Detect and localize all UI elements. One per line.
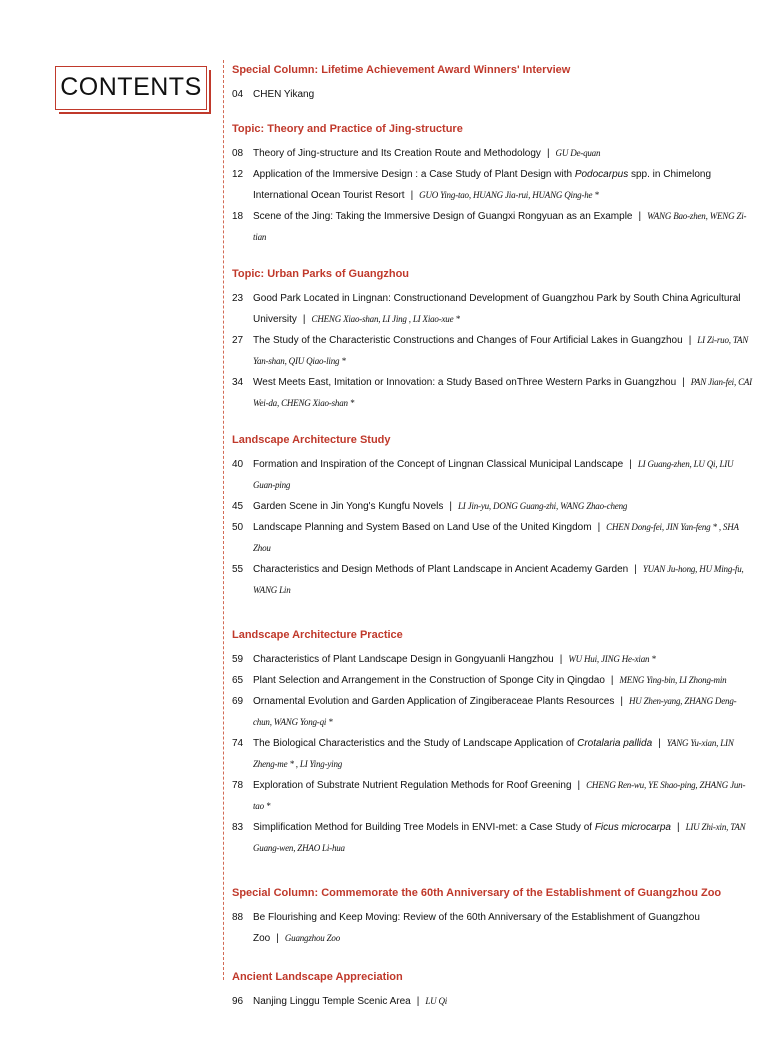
article-title: Landscape Planning and System Based on Land Use of the United Kingdom xyxy=(253,522,592,533)
separator: | xyxy=(610,675,614,686)
section-title: Special Column: Commemorate the 60th Anniversary of the Establishment of Guangzhou Zoo xyxy=(232,887,722,899)
separator: | xyxy=(559,654,563,665)
section-title: Topic: Urban Parks of Guangzhou xyxy=(232,268,410,280)
article-authors: CHENG Ren-wu, YE Shao-ping, ZHANG Jun-tao * xyxy=(253,780,746,811)
page-number: 23 xyxy=(232,293,244,304)
separator: | xyxy=(546,148,550,159)
page-number: 83 xyxy=(232,822,244,833)
toc-entry[interactable] xyxy=(232,330,752,372)
page-number: 69 xyxy=(232,696,244,707)
toc-entry[interactable] xyxy=(232,288,752,330)
toc-section xyxy=(232,627,752,859)
article-title: Theory of Jing-structure and Its Creation Route and Methodology xyxy=(253,148,541,159)
toc-entry[interactable] xyxy=(232,559,752,601)
page-number: 74 xyxy=(232,738,244,749)
page-number: 45 xyxy=(232,501,244,512)
dashed-divider xyxy=(223,60,224,980)
page-number: 65 xyxy=(232,675,244,686)
separator: | xyxy=(620,696,623,707)
page-number: 59 xyxy=(232,654,244,665)
toc-section xyxy=(232,266,752,414)
article-authors: HU Zhen-yang, ZHANG Deng-chun, WANG Yong-qi * xyxy=(253,696,737,727)
toc-entry[interactable] xyxy=(232,496,752,517)
separator: | xyxy=(658,738,661,749)
article-authors: YANG Yu-xian, LIN Zheng-me * , LI Ying-ying xyxy=(253,738,734,769)
table-of-contents xyxy=(232,62,752,1020)
article-title: West Meets East, Imitation or Innovation: a Study Based onThree Western Parks in Guangzhou xyxy=(253,377,677,388)
toc-section xyxy=(232,121,752,248)
article-authors: LIU Zhi-xin, TAN Guang-wen, ZHAO Li-hua xyxy=(253,822,746,853)
toc-entry[interactable] xyxy=(232,817,752,859)
toc-entry[interactable] xyxy=(232,143,752,164)
article-authors: LU Qi xyxy=(425,996,448,1006)
section-title: Landscape Architecture Practice xyxy=(232,629,403,641)
article-authors: PAN Jian-fei, CAI Wei-da, CHENG Xiao-shan * xyxy=(253,377,752,408)
article-title: Plant Selection and Arrangement in the Construction of Sponge City in Qingdao xyxy=(253,675,605,686)
toc-entry[interactable] xyxy=(232,517,752,559)
article-authors: CHEN Dong-fei, JIN Yan-feng * , SHA Zhou xyxy=(253,522,739,553)
page-number: 34 xyxy=(232,377,244,388)
article-title: Characteristics and Design Methods of Plant Landscape in Ancient Academy Garden xyxy=(253,564,629,575)
separator: | xyxy=(688,335,692,346)
article-title: The Study of the Characteristic Constructions and Changes of Four Artificial Lakes in Guangzhou xyxy=(253,335,683,346)
separator: | xyxy=(302,314,306,325)
separator: | xyxy=(676,822,680,833)
separator: | xyxy=(597,522,601,533)
page-number: 88 xyxy=(232,912,244,923)
article-title: Good Park Located in Lingnan: Constructionand Development of Guangzhou Park by South China Agricultural University xyxy=(253,293,741,325)
page-number: 50 xyxy=(232,522,244,533)
section-title: Special Column: Lifetime Achievement Award Winners' Interview xyxy=(232,64,571,76)
toc-section xyxy=(232,969,752,1012)
page-number: 27 xyxy=(232,335,244,346)
article-title: CHEN Yikang xyxy=(253,89,315,100)
toc-entry[interactable] xyxy=(232,691,752,733)
page-number: 04 xyxy=(232,89,244,100)
page-number: 12 xyxy=(232,169,244,180)
separator: | xyxy=(634,564,637,575)
article-authors: CHENG Xiao-shan, LI Jing , LI Xiao-xue * xyxy=(311,314,460,324)
separator: | xyxy=(449,501,452,512)
contents-heading-box xyxy=(55,66,207,110)
contents-heading: CONTENTS xyxy=(60,73,202,101)
separator: | xyxy=(276,933,279,944)
toc-section xyxy=(232,432,752,601)
separator: | xyxy=(410,190,414,201)
article-title: Garden Scene in Jin Yong's Kungfu Novels xyxy=(253,501,444,512)
article-title: Characteristics of Plant Landscape Design in Gongyuanli Hangzhou xyxy=(253,654,554,665)
article-title: Nanjing Linggu Temple Scenic Area xyxy=(253,996,411,1007)
section-title: Landscape Architecture Study xyxy=(232,434,391,446)
page-number: 08 xyxy=(232,148,244,159)
page-number: 18 xyxy=(232,211,244,222)
article-authors: Guangzhou Zoo xyxy=(284,933,341,943)
toc-entry[interactable] xyxy=(232,454,752,496)
article-authors: YUAN Ju-hong, HU Ming-fu, WANG Lin xyxy=(253,564,744,595)
toc-entry[interactable] xyxy=(232,649,752,670)
article-authors: LI Guang-zhen, LU Qi, LIU Guan-ping xyxy=(253,459,734,490)
separator: | xyxy=(682,377,685,388)
article-title: Scene of the Jing: Taking the Immersive Design of Guangxi Rongyuan as an Example xyxy=(253,211,633,222)
section-title: Topic: Theory and Practice of Jing-structure xyxy=(232,123,463,135)
page-number: 78 xyxy=(232,780,244,791)
article-title: Formation and Inspiration of the Concept of Lingnan Classical Municipal Landscape xyxy=(253,459,624,470)
article-authors: WU Hui, JING He-xian * xyxy=(568,654,656,664)
page-number: 96 xyxy=(232,996,244,1007)
toc-entry[interactable] xyxy=(232,733,752,775)
toc-entry[interactable] xyxy=(232,670,752,691)
article-authors: GU De-quan xyxy=(555,148,601,158)
article-authors: LI Zi-ruo, TAN Yan-shan, QIU Qiao-ling * xyxy=(253,335,749,366)
article-authors: LI Jin-yu, DONG Guang-zhi, WANG Zhao-cheng xyxy=(457,501,628,511)
article-title: Ornamental Evolution and Garden Application of Zingiberaceae Plants Resources xyxy=(253,696,615,707)
separator: | xyxy=(577,780,581,791)
toc-section xyxy=(232,885,752,949)
toc-entry[interactable] xyxy=(232,991,752,1012)
toc-entry[interactable] xyxy=(232,372,752,414)
article-title: Be Flourishing and Keep Moving: Review of the 60th Anniversary of the Establishment of Guangzhou Zoo xyxy=(253,912,700,944)
toc-entry[interactable] xyxy=(232,84,752,105)
article-title: The Biological Characteristics and the Study of Landscape Application of Crotalaria pallida xyxy=(253,738,653,749)
page-number: 55 xyxy=(232,564,244,575)
article-title: Exploration of Substrate Nutrient Regulation Methods for Roof Greening xyxy=(253,780,572,791)
article-title: Simplification Method for Building Tree Models in ENVI-met: a Case Study of Ficus microcarpa xyxy=(253,822,671,833)
separator: | xyxy=(416,996,420,1007)
page-number: 40 xyxy=(232,459,244,470)
article-authors: MENG Ying-bin, LI Zhong-min xyxy=(619,675,727,685)
toc-section xyxy=(232,62,752,105)
toc-entry[interactable] xyxy=(232,907,752,949)
article-title: Application of the Immersive Design : a Case Study of Plant Design with Podocarpus spp. in Chimelong International Ocean Tourist Resort xyxy=(253,169,712,201)
article-authors: WANG Bao-zhen, WENG Zi-tian xyxy=(253,211,747,242)
toc-entry[interactable] xyxy=(232,206,752,248)
toc-entry[interactable] xyxy=(232,775,752,817)
separator: | xyxy=(638,211,642,222)
toc-entry[interactable] xyxy=(232,164,752,206)
section-title: Ancient Landscape Appreciation xyxy=(232,971,403,983)
article-authors: GUO Ying-tao, HUANG Jia-rui, HUANG Qing-he * xyxy=(419,190,599,200)
separator: | xyxy=(629,459,632,470)
